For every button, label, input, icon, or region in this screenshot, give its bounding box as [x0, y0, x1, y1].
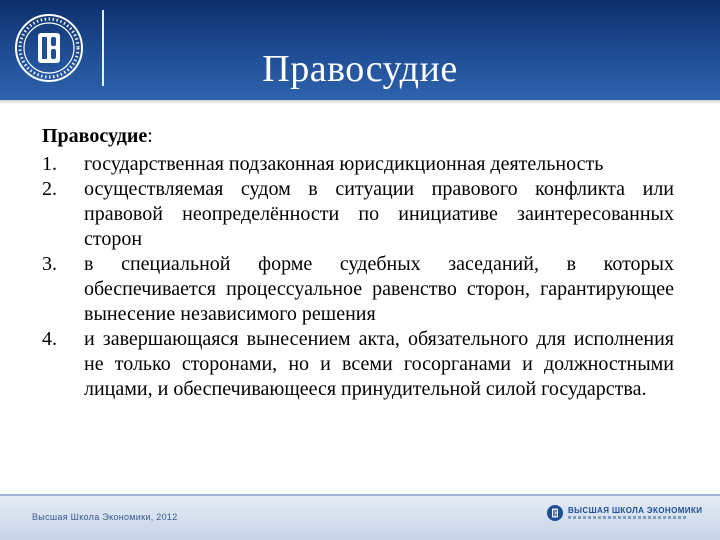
definition-list [42, 152, 674, 402]
header-divider [102, 10, 104, 86]
definition-heading [42, 124, 674, 149]
footer-brand: ВЫСШАЯ ШКОЛА ЭКОНОМИКИ [568, 506, 703, 515]
list-item [42, 327, 674, 402]
footer-brand-subline [568, 516, 688, 519]
item-text: государственная подзаконная юрисдикционная деятельность [84, 153, 604, 175]
item-text: и завершающаяся вынесением акта, обязательного для исполнения не только сторонами, но и всеми госорганами и должностными лицами, и обеспечивающееся принудительной силой государства. [84, 328, 674, 400]
content-area [42, 124, 674, 402]
item-number: 4. [42, 328, 57, 350]
item-text: осуществляемая судом в ситуации правового конфликта или правовой неопределённости по инициативе заинтересованных сторон [84, 178, 674, 250]
page-title: Правосудие [262, 48, 458, 90]
item-text: в специальной форме судебных заседаний, в которых обеспечивается процессуальное равенство сторон, гарантирующее вынесение независимого решения [84, 253, 674, 325]
list-item [42, 152, 674, 177]
item-number: 1. [42, 153, 57, 175]
heading-term: Правосудие [42, 125, 148, 147]
item-number: 2. [42, 178, 57, 200]
list-item [42, 252, 674, 327]
list-item [42, 177, 674, 252]
header-shadow [0, 100, 720, 104]
item-number: 3. [42, 253, 57, 275]
heading-colon: : [147, 125, 153, 147]
footer-divider [0, 494, 720, 496]
hse-seal-icon [13, 12, 85, 84]
hse-small-seal-icon [546, 504, 564, 522]
footer-copyright: Высшая Школа Экономики, 2012 [32, 512, 178, 522]
